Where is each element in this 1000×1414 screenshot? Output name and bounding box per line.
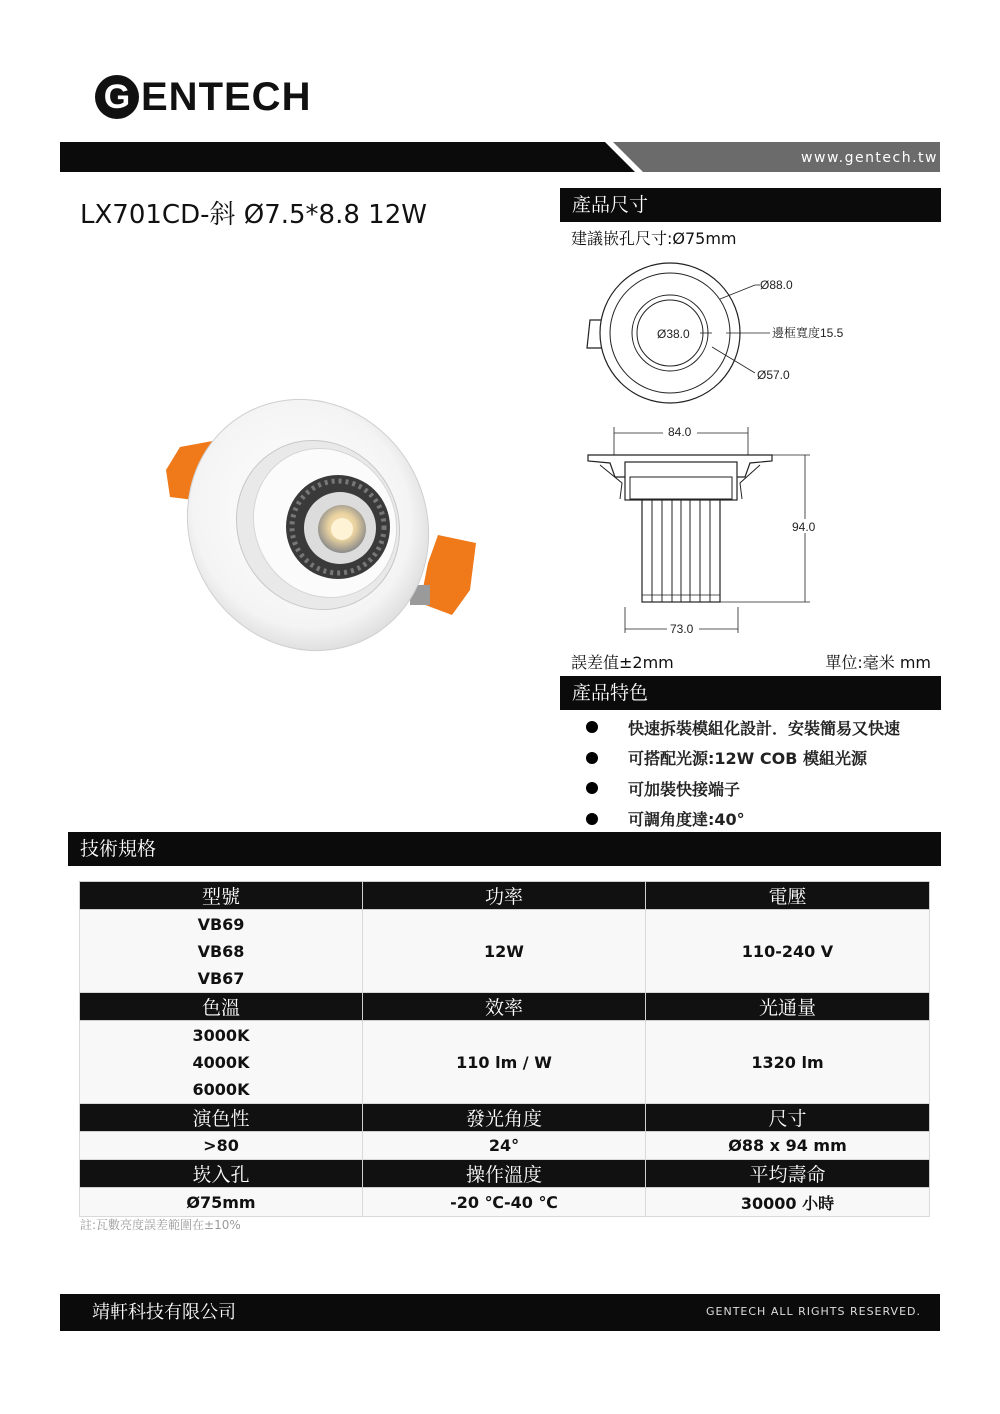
table-row [80,1132,930,1160]
bullet-icon [586,813,598,825]
label-mid-diameter: Ø57.0 [757,368,790,382]
dimension-drawing [560,255,890,640]
bullet-icon [586,752,598,764]
unit-note: 單位:毫米 mm [825,653,931,672]
list-item [580,804,900,835]
header-lumens: 光通量 [646,993,930,1021]
feature-text: 可加裝快接端子 [628,779,741,799]
size-value: Ø88 x 94 mm [646,1132,930,1160]
company-name: 靖軒科技有限公司 [92,1302,236,1323]
list-item [580,743,900,774]
voltage-value: 110-240 V [646,910,930,993]
operating-temp-value: -20 ℃-40 ℃ [363,1188,646,1217]
label-frame-width: 邊框寬度15.5 [772,326,844,340]
table-row [80,910,930,993]
model-value: VB68 [197,941,245,961]
lifetime-value: 30000 小時 [646,1188,930,1217]
logo-g-mark: G [95,75,139,119]
features-header: 產品特色 [560,676,941,710]
header-cutout: 崁入孔 [80,1160,363,1188]
product-title: LX701CD-斜 Ø7.5*8.8 12W [80,200,427,230]
recommended-hole-size: 建議嵌孔尺寸:Ø75mm [571,229,737,248]
table-row [80,1188,930,1217]
label-inner-diameter: Ø38.0 [657,327,690,341]
header-beam-angle: 發光角度 [363,1104,646,1132]
header-efficiency: 效率 [363,993,646,1021]
efficiency-value: 110 lm / W [363,1021,646,1104]
header-size: 尺寸 [646,1104,930,1132]
beam-angle-value: 24° [363,1132,646,1160]
logo-text: ENTECH [141,74,312,119]
table-header-row [80,993,930,1021]
table-header-row [80,882,930,910]
model-value: VB69 [197,914,245,934]
cutout-value: Ø75mm [80,1188,363,1217]
label-height: 94.0 [792,520,816,534]
wattage-note: 註:瓦數亮度誤差範圍在±10% [80,1218,241,1232]
header-color-temp: 色溫 [80,993,363,1021]
power-value: 12W [363,910,646,993]
rights-notice: GENTECH ALL RIGHTS RESERVED. [706,1305,921,1318]
list-item [580,712,900,743]
table-header-row [80,1160,930,1188]
spec-table [79,881,930,1217]
header-model: 型號 [80,882,363,910]
dimensions-header: 產品尺寸 [560,188,941,222]
brand-logo [95,73,311,121]
header-voltage: 電壓 [646,882,930,910]
list-item [580,773,900,804]
bullet-icon [586,782,598,794]
cri-value: >80 [80,1132,363,1160]
label-outer-diameter: Ø88.0 [760,278,793,292]
label-top-width: 84.0 [668,425,692,439]
color-temp-value: 6000K [192,1079,250,1099]
table-header-row [80,1104,930,1132]
website-url[interactable]: www.gentech.tw [801,150,938,166]
color-temp-cell [80,1021,363,1104]
tolerance-note: 誤差值±2mm [571,653,674,672]
header-cri: 演色性 [80,1104,363,1132]
feature-text: 可搭配光源:12W COB 模組光源 [628,749,867,769]
feature-text: 快速拆裝模組化設計．安裝簡易又快速 [628,718,901,738]
header-operating-temp: 操作溫度 [363,1160,646,1188]
header-lifetime: 平均壽命 [646,1160,930,1188]
model-value: VB67 [197,968,245,988]
product-photo [160,385,490,675]
color-temp-value: 3000K [192,1025,250,1045]
features-list [580,712,900,834]
feature-text: 可調角度達:40° [628,810,745,830]
model-cell [80,910,363,993]
label-bottom-width: 73.0 [670,622,694,636]
table-row [80,1021,930,1104]
color-temp-value: 4000K [192,1052,250,1072]
specs-header: 技術規格 [68,832,941,866]
lumens-value: 1320 lm [646,1021,930,1104]
header-power: 功率 [363,882,646,910]
bullet-icon [586,721,598,733]
